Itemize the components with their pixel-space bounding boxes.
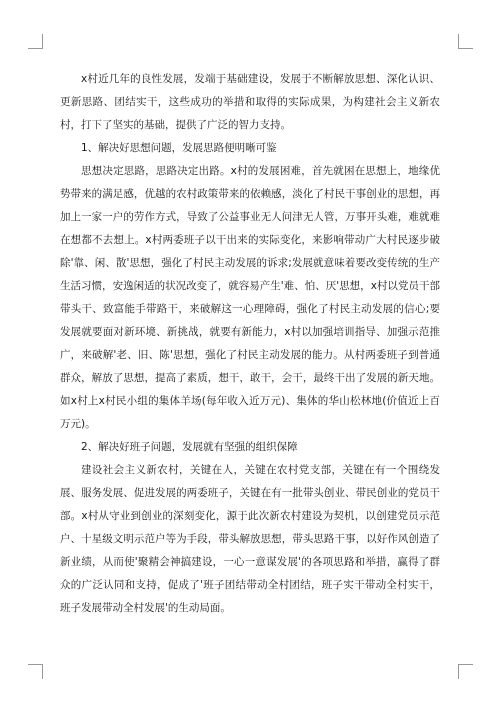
section-heading-1: 1、解决好思想问题，发展思路便明晰可鉴 xyxy=(81,142,277,154)
crop-mark-bottom-right xyxy=(458,664,473,679)
document-body xyxy=(60,68,440,620)
crop-mark-top-right xyxy=(458,34,473,49)
section-2-paragraph: 建设社会主义新农村，关键在人，关键在农村党支部，关键在有一个围绕发展、服务发展、促进发展的两委班子，关键在有一批带头创业、带民创业的党员干部。x村从守业到创业的深刻变化，源于此次新农村建设为契机，以创建党员示范户、十星级文明示范户等为手段，带头解放思想，带头思路干事，以好作风创造了新业绩，从而使'聚精会神搞建设，一心一意谋发展'的各项思路和举措，赢得了群众的广泛认同和支持，促成了'班子团结带动全村团结，班子实干带动全村实干，班子发展带动全村发展'的生动局面。 xyxy=(60,464,440,614)
crop-mark-bottom-left xyxy=(28,664,43,679)
section-1-paragraph: 思想决定思路，思路决定出路。x村的发展困难，首先就困在思想上，地缘优势带来的满足感，优越的农村政策带来的依赖感，淡化了村民干事创业的思想，再加上一家一户的劳作方式，导致了公益事业无人问津无人管，万事开头难，难就难在想都不去想上。x村两委班子以干出来的实际变化，来影响带动广大村民逐步破除'靠、闲、散'思想，强化了村民主动发展的诉求;发展就意味着要改变传统的生产生活习惯，安逸闲适的状况改变了，就容易产生'难、怕、厌'思想，x村以党员干部带头干、致富能手带路干，来破解这一心理障碍，强化了村民主动发展的信心;要发展就要面对新环境、新挑战，就要有新能力，x村以加强培训指导、加强示范推广，来破解'老、旧、陈'思想，强化了村民主动发展的能力。从村两委班子到普通群众，解放了思想，提高了素质，想干，敢干，会干，最终干出了发展的新天地。如x村上x村民小组的集体羊场(每年收入近万元)、集体的华山松林地(价值近上百万元)。 xyxy=(60,165,440,430)
intro-paragraph: x村近几年的良性发展，发端于基础建设，发展于不断解放思想、深化认识、更新思路、团结实干，这些成功的举措和取得的实际成果，为构建社会主义新农村，打下了坚实的基础，提供了广泛的智力支持。 xyxy=(60,73,440,131)
crop-mark-top-left xyxy=(28,34,43,49)
section-heading-2: 2、解决好班子问题，发展就有坚强的组织保障 xyxy=(81,441,298,453)
